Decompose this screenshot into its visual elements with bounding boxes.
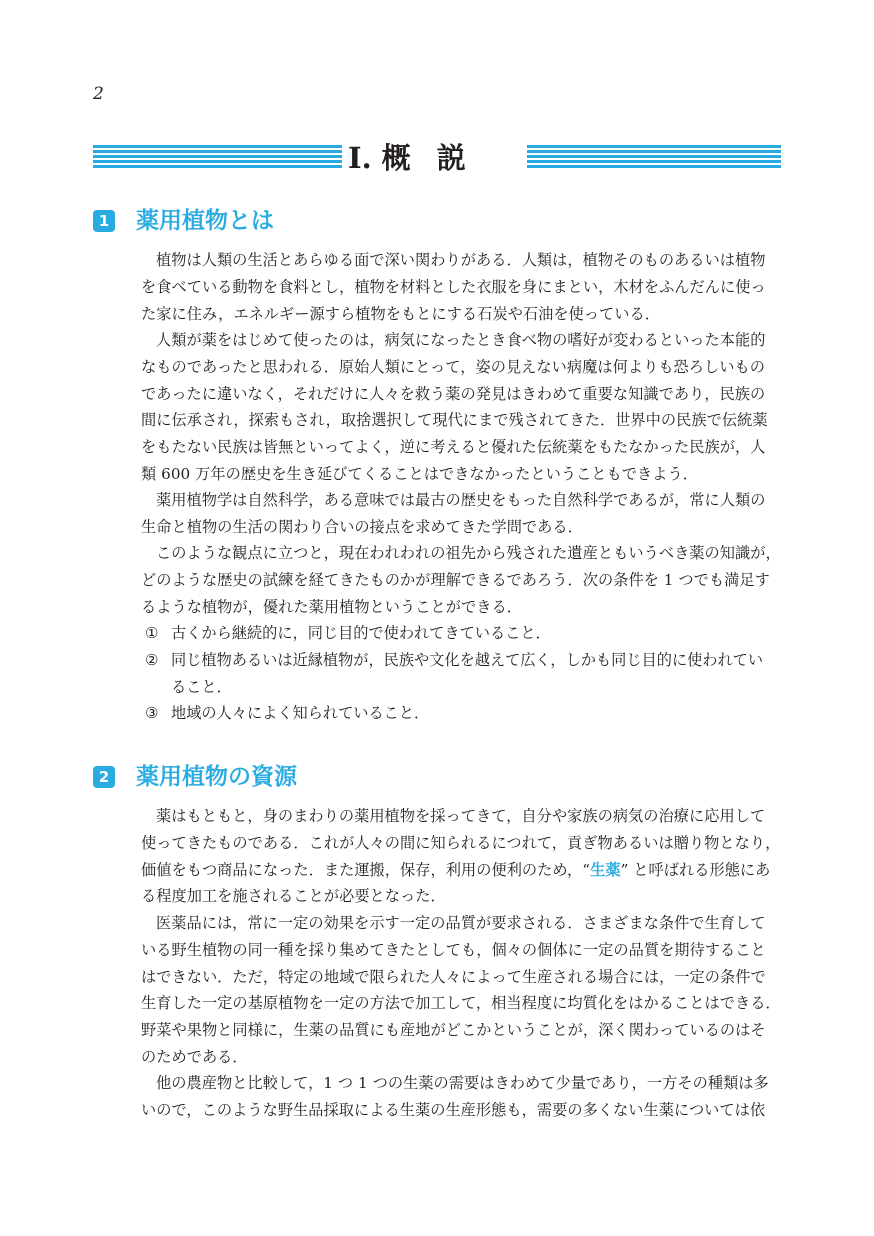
text-line: 人類が薬をはじめて使ったのは，病気になったとき食べ物の嗜好が変わるといった本能的 <box>156 331 766 349</box>
text-line: 類 600 万年の歴史を生き延びてくることはできなかったということもできよう． <box>141 464 698 483</box>
paragraph <box>141 803 791 910</box>
text-line: いる野生植物の同一種を採り集めてきたとしても，個々の個体に一定の品質を期待すること <box>141 940 766 959</box>
text-line: た家に住み，エネルギー源すら植物をもとにする石炭や石油を使っている． <box>141 304 660 323</box>
text-line: このような観点に立つと，現在われわれの祖先から残された遺産ともいうべき薬の知識が， <box>156 544 781 562</box>
list-text: 地域の人々によく知られていること． <box>171 704 430 722</box>
text-line: なものであったと思われる．原始人類にとって，姿の見えない病魔は何よりも恐ろしいもの <box>141 357 765 376</box>
section-title: 薬用植物の資源 <box>136 764 297 790</box>
section-title: 薬用植物とは <box>136 208 274 234</box>
text-line: 生育した一定の基原植物を一定の方法で加工して，相当程度に均質化をはかることはできる． <box>141 994 781 1013</box>
list-item <box>145 647 795 701</box>
list-marker: ③ <box>145 704 159 722</box>
chapter-numeral: I. <box>348 141 372 175</box>
text-line: る程度加工を施されることが必要となった． <box>141 887 446 906</box>
text-line: 使ってきたものである．これが人々の間に知られるにつれて，貢ぎ物あるいは贈り物となり， <box>141 833 781 852</box>
header-stripes-right <box>527 145 781 169</box>
text-line: どのような歴史の試練を経てきたものかが理解できるであろう．次の条件を 1 つでも満足す <box>141 570 770 589</box>
text-line: 野菜や果物と同様に，生薬の品質にも産地がどこかということが，深く関わっているのはそ <box>141 1021 766 1040</box>
chapter-title-char-1: 概 <box>381 141 411 175</box>
chapter-header <box>93 139 781 177</box>
text-line: のためである． <box>141 1047 248 1066</box>
text-line: 他の農産物と比較して，1 つ 1 つの生薬の需要はきわめて少量であり，一方その種類は多 <box>156 1074 769 1092</box>
highlighted-term: 生薬 <box>590 860 621 879</box>
text-line: るような植物が，優れた薬用植物ということができる． <box>141 597 522 616</box>
section-number-badge: 2 <box>93 766 115 788</box>
paragraph <box>141 247 791 327</box>
paragraph <box>141 327 791 488</box>
header-stripes-left <box>93 145 342 169</box>
text-line: を食べている動物を食料とし，植物を材料とした衣服を身にまとい，木材をふんだんに使っ <box>141 277 766 296</box>
list-marker: ① <box>145 624 159 642</box>
text-line <box>141 857 791 884</box>
section-heading-1 <box>93 206 274 236</box>
text-run: ” と呼ばれる形態にあ <box>620 860 771 879</box>
list-text: ること． <box>171 677 232 696</box>
text-line: いので，このような野生品採取による生薬の生産形態も，需要の多くない生薬については依 <box>141 1100 766 1119</box>
text-line: 薬はもともと，身のまわりの薬用植物を採ってきて，自分や家族の病気の治療に応用して <box>156 807 766 825</box>
text-line: 植物は人類の生活とあらゆる面で深い関わりがある．人類は，植物そのものあるいは植物 <box>156 251 766 269</box>
text-line: 生命と植物の生活の関わり合いの接点を求めてきた学問である． <box>141 517 583 536</box>
list-item <box>145 620 795 647</box>
paragraph <box>141 487 791 541</box>
paragraph <box>141 1070 791 1124</box>
paragraph <box>141 540 791 620</box>
section-heading-2 <box>93 762 297 792</box>
list-text: 同じ植物あるいは近縁植物が，民族や文化を越えて広く，しかも同じ目的に使われてい <box>171 651 764 669</box>
section-number-badge: 1 <box>93 210 115 232</box>
text-line: 間に伝承され，探索もされ，取捨選択して現代にまで残されてきた．世界中の民族で伝統薬 <box>141 411 768 430</box>
text-line: はできない．ただ，特定の地域で限られた人々によって生産される場合には，一定の条件で <box>141 967 766 986</box>
page-number: 2 <box>93 84 104 104</box>
list-item <box>145 700 795 727</box>
chapter-title-char-2: 説 <box>436 141 466 175</box>
text-run: 価値をもつ商品になった．また運搬，保存，利用の便利のため，“ <box>141 860 591 879</box>
text-line: であったに違いなく，それだけに人々を救う薬の発見はきわめて重要な知識であり，民族の <box>141 384 766 403</box>
list-text: 古くから継続的に，同じ目的で使われてきていること． <box>171 624 551 642</box>
text-line: 医薬品には，常に一定の効果を示す一定の品質が要求される．さまざまな条件で生育して <box>156 914 766 932</box>
list-marker: ② <box>145 651 159 669</box>
paragraph <box>141 910 791 1071</box>
text-line: をもたない民族は皆無といってよく，逆に考えると優れた伝統薬をもたなかった民族が，人 <box>141 438 766 457</box>
text-line: 薬用植物学は自然科学，ある意味では最古の歴史をもった自然科学であるが，常に人類の <box>156 491 766 509</box>
chapter-title <box>348 139 523 177</box>
